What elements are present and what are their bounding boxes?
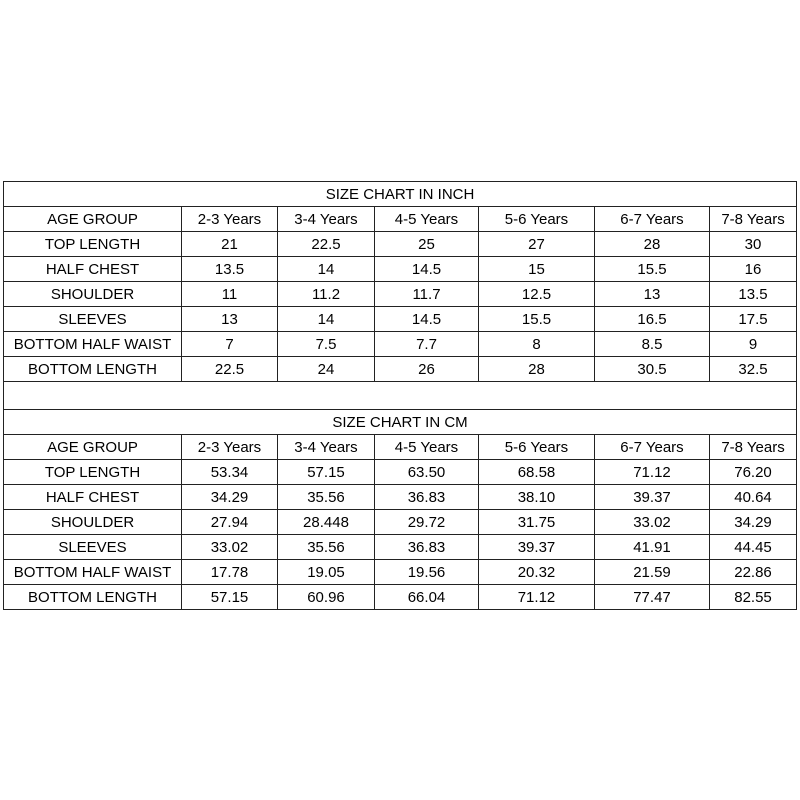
measurement-value: 36.83	[375, 535, 479, 560]
measurement-label: HALF CHEST	[4, 257, 182, 282]
measurement-value: 36.83	[375, 485, 479, 510]
header-row	[4, 435, 797, 460]
measurement-value: 7.7	[375, 332, 479, 357]
measurement-value: 71.12	[479, 585, 595, 610]
measurement-value: 35.56	[278, 485, 375, 510]
measurement-value: 16	[710, 257, 797, 282]
measurement-value: 35.56	[278, 535, 375, 560]
header-row	[4, 207, 797, 232]
table-row	[4, 560, 797, 585]
table-row	[4, 535, 797, 560]
measurement-value: 82.55	[710, 585, 797, 610]
measurement-value: 77.47	[595, 585, 710, 610]
age-column-header: 5-6 Years	[479, 207, 595, 232]
measurement-label: SHOULDER	[4, 510, 182, 535]
measurement-value: 63.50	[375, 460, 479, 485]
age-column-header: 3-4 Years	[278, 435, 375, 460]
measurement-value: 14.5	[375, 257, 479, 282]
measurement-value: 76.20	[710, 460, 797, 485]
measurement-value: 9	[710, 332, 797, 357]
age-column-header: 6-7 Years	[595, 435, 710, 460]
age-column-header: 2-3 Years	[182, 435, 278, 460]
measurement-value: 14	[278, 257, 375, 282]
measurement-value: 39.37	[479, 535, 595, 560]
measurement-value: 17.78	[182, 560, 278, 585]
measurement-value: 21	[182, 232, 278, 257]
measurement-label: BOTTOM HALF WAIST	[4, 560, 182, 585]
measurement-value: 71.12	[595, 460, 710, 485]
measurement-value: 34.29	[182, 485, 278, 510]
measurement-value: 57.15	[278, 460, 375, 485]
measurement-value: 13	[182, 307, 278, 332]
measurement-value: 7	[182, 332, 278, 357]
table-row	[4, 307, 797, 332]
measurement-value: 30	[710, 232, 797, 257]
section-title-row	[4, 182, 797, 207]
table-row	[4, 357, 797, 382]
measurement-value: 11.2	[278, 282, 375, 307]
measurement-value: 39.37	[595, 485, 710, 510]
header-label-cell: AGE GROUP	[4, 207, 182, 232]
measurement-label: BOTTOM HALF WAIST	[4, 332, 182, 357]
measurement-value: 22.5	[182, 357, 278, 382]
header-label-cell: AGE GROUP	[4, 435, 182, 460]
measurement-label: HALF CHEST	[4, 485, 182, 510]
measurement-value: 33.02	[595, 510, 710, 535]
measurement-value: 15.5	[595, 257, 710, 282]
table-row	[4, 232, 797, 257]
measurement-value: 66.04	[375, 585, 479, 610]
age-column-header: 7-8 Years	[710, 207, 797, 232]
measurement-value: 40.64	[710, 485, 797, 510]
measurement-value: 68.58	[479, 460, 595, 485]
measurement-value: 11	[182, 282, 278, 307]
measurement-label: BOTTOM LENGTH	[4, 585, 182, 610]
measurement-value: 13.5	[710, 282, 797, 307]
age-column-header: 7-8 Years	[710, 435, 797, 460]
measurement-value: 44.45	[710, 535, 797, 560]
measurement-value: 28	[479, 357, 595, 382]
measurement-value: 28	[595, 232, 710, 257]
measurement-label: BOTTOM LENGTH	[4, 357, 182, 382]
measurement-label: SLEEVES	[4, 535, 182, 560]
measurement-value: 21.59	[595, 560, 710, 585]
measurement-value: 25	[375, 232, 479, 257]
measurement-value: 17.5	[710, 307, 797, 332]
measurement-label: SHOULDER	[4, 282, 182, 307]
measurement-value: 53.34	[182, 460, 278, 485]
age-column-header: 4-5 Years	[375, 435, 479, 460]
measurement-value: 22.86	[710, 560, 797, 585]
measurement-value: 20.32	[479, 560, 595, 585]
age-column-header: 6-7 Years	[595, 207, 710, 232]
measurement-value: 15.5	[479, 307, 595, 332]
measurement-value: 13	[595, 282, 710, 307]
measurement-value: 57.15	[182, 585, 278, 610]
measurement-value: 30.5	[595, 357, 710, 382]
table-row	[4, 585, 797, 610]
measurement-value: 19.56	[375, 560, 479, 585]
measurement-value: 26	[375, 357, 479, 382]
section-title: SIZE CHART IN INCH	[4, 182, 797, 207]
measurement-value: 8.5	[595, 332, 710, 357]
measurement-value: 22.5	[278, 232, 375, 257]
measurement-value: 27.94	[182, 510, 278, 535]
measurement-value: 14.5	[375, 307, 479, 332]
section-title-row	[4, 410, 797, 435]
measurement-value: 27	[479, 232, 595, 257]
measurement-label: TOP LENGTH	[4, 232, 182, 257]
measurement-value: 34.29	[710, 510, 797, 535]
measurement-label: SLEEVES	[4, 307, 182, 332]
measurement-value: 28.448	[278, 510, 375, 535]
age-column-header: 4-5 Years	[375, 207, 479, 232]
size-chart-table	[3, 181, 797, 610]
measurement-value: 12.5	[479, 282, 595, 307]
measurement-value: 41.91	[595, 535, 710, 560]
section-spacer-row	[4, 382, 797, 410]
table-row	[4, 485, 797, 510]
measurement-value: 19.05	[278, 560, 375, 585]
measurement-value: 13.5	[182, 257, 278, 282]
measurement-value: 7.5	[278, 332, 375, 357]
table-row	[4, 282, 797, 307]
age-column-header: 2-3 Years	[182, 207, 278, 232]
measurement-value: 11.7	[375, 282, 479, 307]
measurement-value: 31.75	[479, 510, 595, 535]
measurement-value: 16.5	[595, 307, 710, 332]
measurement-value: 24	[278, 357, 375, 382]
measurement-value: 14	[278, 307, 375, 332]
table-row	[4, 332, 797, 357]
measurement-value: 33.02	[182, 535, 278, 560]
measurement-value: 15	[479, 257, 595, 282]
measurement-value: 8	[479, 332, 595, 357]
spacer-cell	[4, 382, 797, 410]
table-row	[4, 510, 797, 535]
table-row	[4, 460, 797, 485]
section-title: SIZE CHART IN CM	[4, 410, 797, 435]
table-row	[4, 257, 797, 282]
measurement-value: 29.72	[375, 510, 479, 535]
age-column-header: 5-6 Years	[479, 435, 595, 460]
measurement-value: 32.5	[710, 357, 797, 382]
measurement-value: 60.96	[278, 585, 375, 610]
age-column-header: 3-4 Years	[278, 207, 375, 232]
measurement-value: 38.10	[479, 485, 595, 510]
measurement-label: TOP LENGTH	[4, 460, 182, 485]
